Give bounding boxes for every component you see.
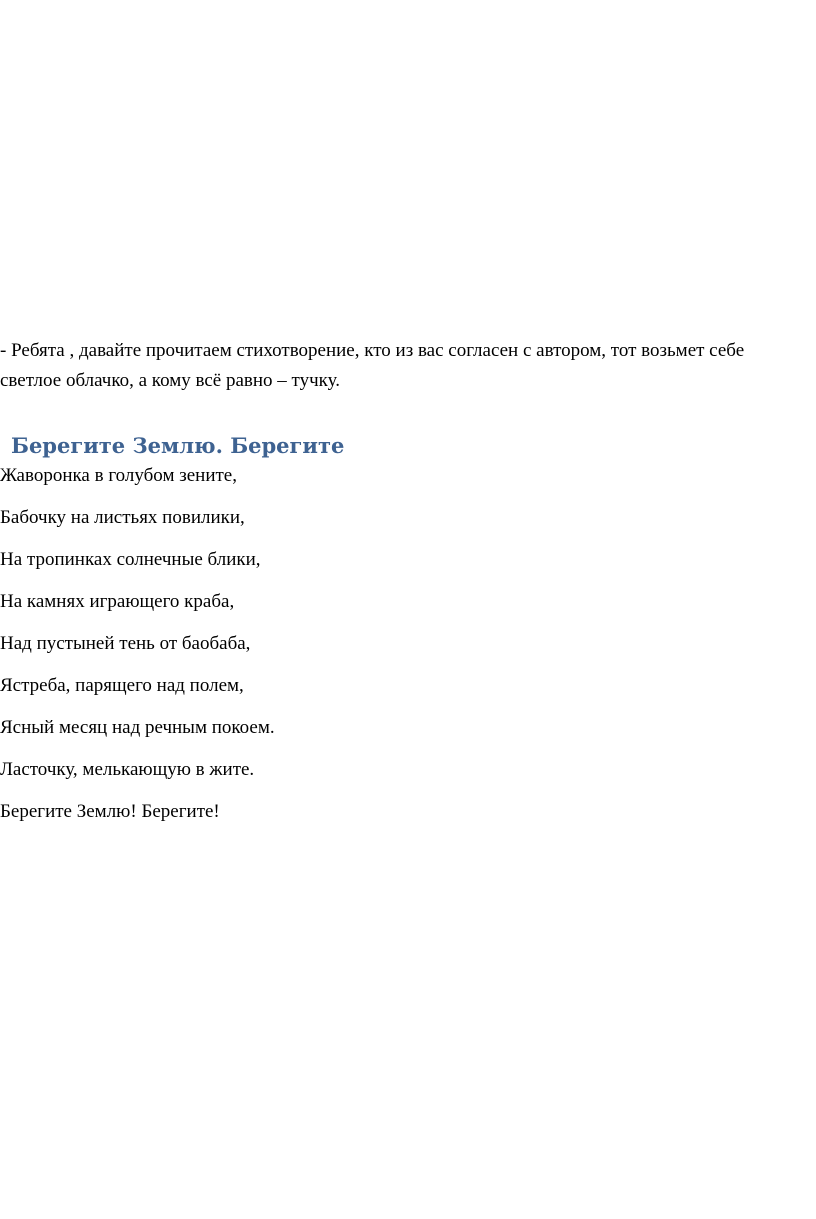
poem-line: Над пустыней тень от баобаба, (0, 633, 251, 654)
poem-line: Ласточку, мелькающую в жите. (0, 759, 255, 780)
poem-title: Берегите Землю. Берегите (11, 433, 345, 458)
poem-line: Ястреба, парящего над полем, (0, 675, 244, 696)
poem-line: На камнях играющего краба, (0, 591, 235, 612)
poem-line: Бабочку на листьях повилики, (0, 507, 245, 528)
intro-paragraph: - Ребята , давайте прочитаем стихотворение, кто из вас согласен с автором, тот возьмет себе светлое облачко, а кому всё равно – тучку. (0, 340, 745, 391)
poem-line: Жаворонка в голубом зените, (0, 465, 237, 486)
poem-line: Ясный месяц над речным покоем. (0, 717, 275, 738)
poem-line: Берегите Землю! Берегите! (0, 801, 220, 822)
poem-line: На тропинках солнечные блики, (0, 549, 261, 570)
poem-lines (0, 462, 275, 840)
